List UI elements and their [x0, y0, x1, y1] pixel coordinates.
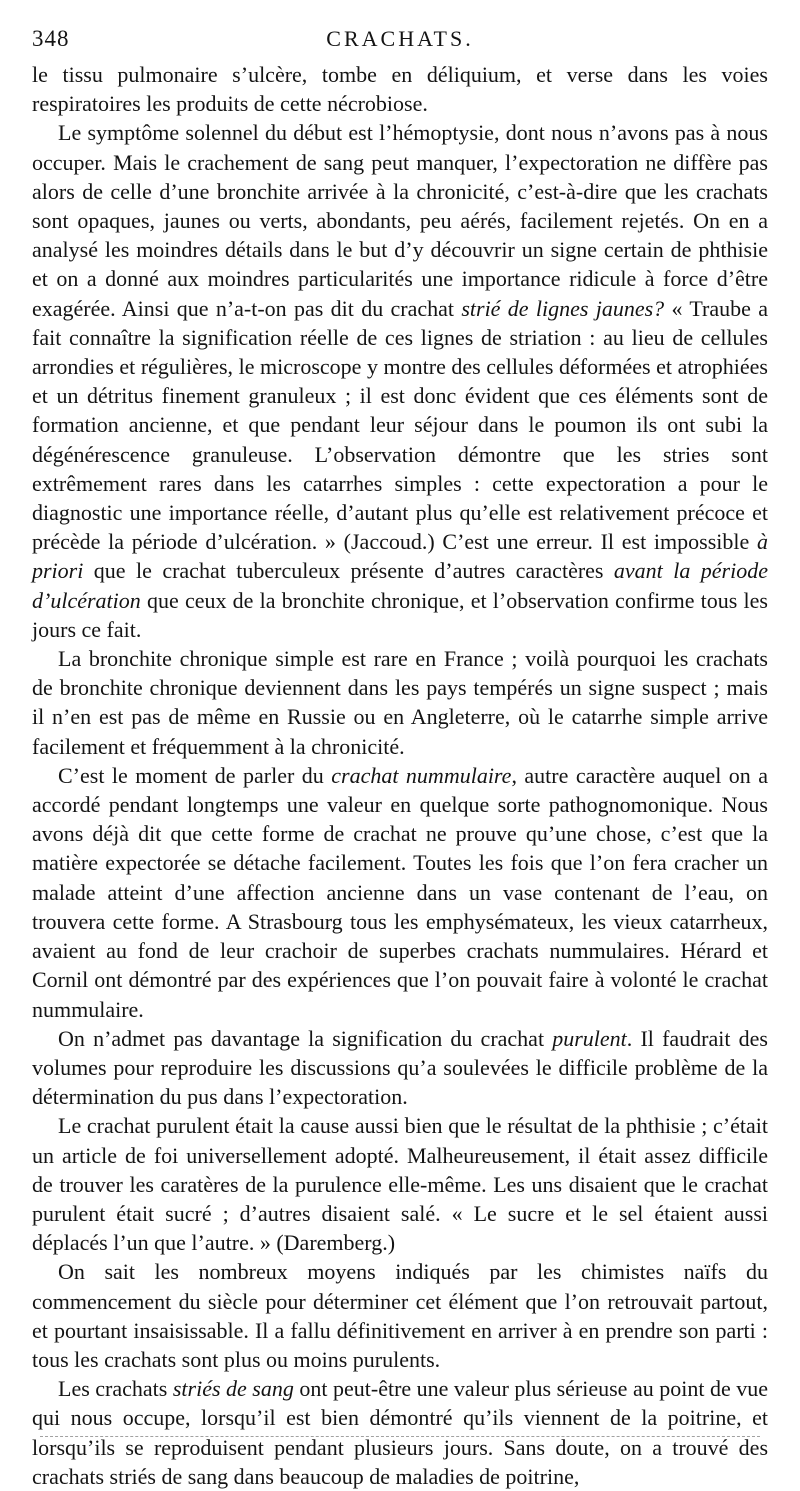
- text-segment: « Traube a fait connaître la signification réelle de ces lignes de striation : au lieu de cellules arrondies et régulières, le microscope y montre des cellules déformées et atrophiées et un détritus finement granuleux ; il est donc évident que ces éléments sont de formation ancienne, et que pendant leur séjour dans le poumon ils ont subi la dégénérescence granuleuse. L’observation démontre que les stries sont extrêmement rares dans les catarrhes simples : cette expectoration a pour le diagnostic une importance réelle, d’autant plus qu’elle est relativement précoce et précède la période d’ulcération. » (Jaccoud.) C’est une erreur. Il est impossible: [32, 295, 768, 555]
- text-segment: . Il faudrait des volumes pour reproduire les discussions qu’a soulevées le difficile problème de la détermination du pus dans l’expectoration.: [32, 1025, 768, 1110]
- paragraph: [32, 1024, 768, 1112]
- running-title: CRACHATS.: [326, 26, 474, 51]
- text-segment: On n’admet pas davantage la signification du crachat: [58, 1025, 553, 1051]
- italic-term: avant la période d’ulcération: [32, 558, 768, 613]
- text-segment: ont peut-être une valeur plus sérieuse au point de vue qui nous occupe, lorsqu’il est bien démontré qu’ils viennent de la poitrine, et lorsqu’ils se reproduisent pendant plusieurs jours. Sans doute, on a trouvé des crachats striés de sang dans beaucoup de maladies de poitrine,: [32, 1376, 768, 1489]
- text-segment: Le crachat purulent était la cause aussi bien que le résultat de la phthisie ; c’était un article de foi universellement adopté. Malheureusement, il était assez difficile de trouver les caratères de la purulence elle-même. Les uns disaient que le crachat purulent était sucré ; d’autres disaient salé. « Le sucre et le sel étaient aussi déplacés l’un que l’autre. » (Daremberg.): [32, 1113, 768, 1256]
- text-segment: , autre caractère auquel on a accordé pendant longtemps une valeur en quelque sorte pathognomonique. Nous avons déjà dit que cette forme de crachat ne prouve qu’une chose, c’est que la matière expectorée se détache facilement. Toutes les fois que l’on fera cracher un malade atteint d’une affection ancienne dans un vase contenant de l’eau, on trouvera cette forme. A Strasbourg tous les emphysémateux, les vieux catarrheux, avaient au fond de leur crachoir de superbes crachats nummulaires. Hérard et Cornil ont démontré par des expériences que l’on pouvait faire à volonté le crachat nummulaire.: [32, 762, 768, 1022]
- italic-term: à priori: [32, 529, 768, 584]
- text-segment: La bronchite chronique simple est rare en France ; voilà pourquoi les crachats de bronchite chronique deviennent dans les pays tempérés un signe suspect ; mais il n’en est pas de même en Russie ou en Angleterre, où le catarrhe simple arrive facilement et fréquemment à la chronicité.: [32, 646, 768, 759]
- text-segment: le tissu pulmonaire s’ulcère, tombe en déliquium, et verse dans les voies respiratoires les produits de cette nécrobiose.: [32, 62, 768, 117]
- italic-term: crachat nummulaire: [331, 762, 512, 788]
- italic-term: striés de sang: [172, 1376, 294, 1402]
- paragraph: [32, 1111, 768, 1257]
- italic-term: purulent: [552, 1025, 627, 1051]
- text-segment: que ceux de la bronchite chronique, et l’observation confirme tous les jours ce fait.: [32, 587, 768, 642]
- text-segment: C’est le moment de parler du: [58, 762, 332, 788]
- text-segment: Les crachats: [58, 1376, 173, 1402]
- paragraph: [32, 60, 768, 118]
- text-segment: que le crachat tuberculeux présente d’autres caractères: [83, 558, 614, 584]
- page-header: [32, 26, 768, 62]
- paragraph: [32, 118, 768, 644]
- body-text: [32, 60, 768, 1491]
- text-segment: On sait les nombreux moyens indiqués par les chimistes naïfs du commencement du siècle pour déterminer cet élément que l’on retrouvait partout, et pourtant insaisissable. Il a fallu définitivement en arriver à en prendre son parti : tous les crachats sont plus ou moins purulents.: [32, 1259, 768, 1372]
- paragraph: [32, 761, 768, 1024]
- book-page: [32, 0, 768, 1489]
- paragraph: [32, 644, 768, 761]
- footer-dotted-rule: [40, 1436, 760, 1437]
- italic-term: strié de lignes jaunes?: [461, 295, 665, 321]
- text-segment: Le symptôme solennel du début est l’hémoptysie, dont nous n’avons pas à nous occuper. Mais le crachement de sang peut manquer, l’expectoration ne diffère pas alors de celle d’une bronchite arrivée à la chronicité, c’est-à-dire que les crachats sont opaques, jaunes ou verts, abondants, peu aérés, facilement rejetés. On en a analysé les moindres détails dans le but d’y découvrir un signe certain de phthisie et on a donné aux moindres particularités une importance ridicule à force d’être exagérée. Ainsi que n’a-t-on pas dit du crachat: [32, 120, 768, 321]
- page-number: 348: [32, 26, 70, 51]
- paragraph: [32, 1374, 768, 1491]
- paragraph: [32, 1257, 768, 1374]
